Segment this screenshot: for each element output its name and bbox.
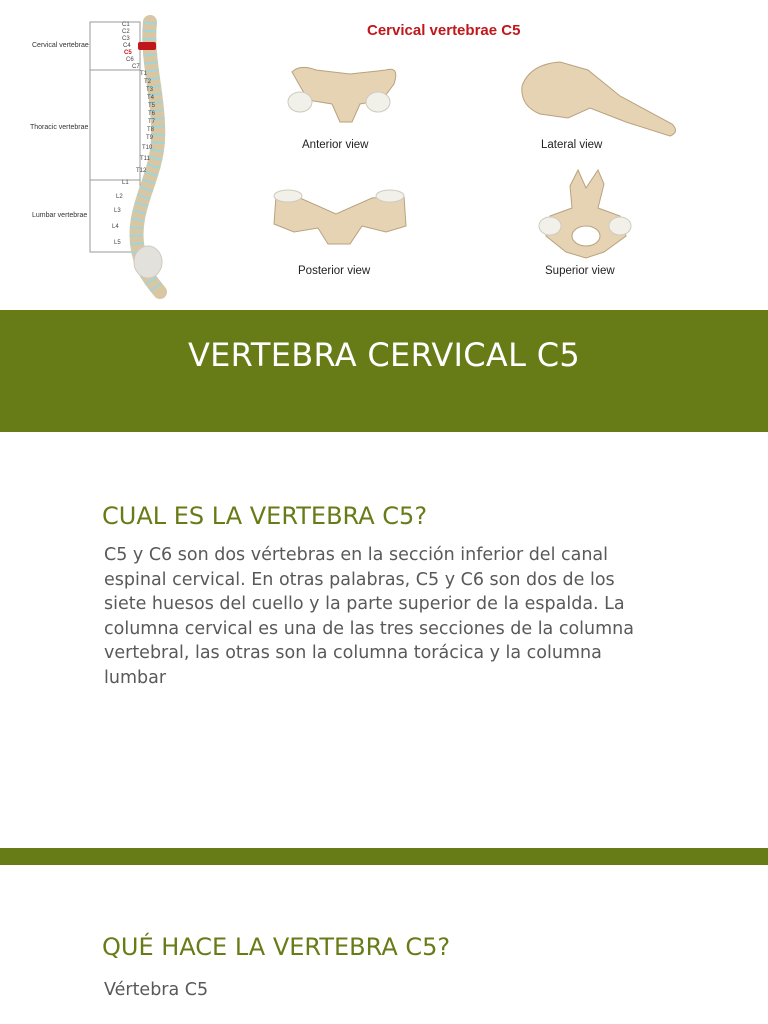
- body-line: lumbar: [104, 667, 167, 688]
- body-line: vertebral, las otras son la columna torácica y la columna: [104, 643, 602, 663]
- vertebra-label: L5: [114, 240, 121, 246]
- section2-body: [104, 978, 664, 1003]
- section1-heading: CUAL ES LA VERTEBRA C5?: [102, 502, 428, 530]
- divider-band: [0, 848, 768, 865]
- vertebra-label: C1: [122, 22, 130, 28]
- vertebra-label: C6: [126, 57, 134, 63]
- slide-title: VERTEBRA CERVICAL C5: [187, 336, 581, 374]
- vertebra-label: T8: [147, 127, 155, 133]
- vertebra-label: T6: [148, 111, 156, 117]
- vertebra-label: C2: [122, 29, 130, 35]
- vertebra-label: C5: [124, 50, 132, 56]
- vertebra-label: L3: [114, 208, 121, 214]
- cervical-label: Cervical vertebrae: [32, 42, 89, 49]
- body-line: Vértebra C5: [104, 980, 209, 1000]
- vertebra-label: T4: [147, 95, 155, 101]
- vertebra-label: T9: [146, 135, 154, 141]
- superior-view-caption: Superior view: [545, 265, 615, 277]
- lateral-view-caption: Lateral view: [541, 139, 603, 151]
- vertebrae-figure: [0, 0, 768, 310]
- posterior-view-image: [274, 190, 406, 244]
- vertebra-label: T11: [140, 156, 150, 162]
- vertebra-label: L1: [122, 180, 129, 186]
- vertebra-label: T5: [148, 103, 156, 109]
- vertebra-label: T1: [140, 71, 148, 77]
- body-line: columna cervical es una de las tres secciones de la columna: [104, 618, 634, 639]
- section1-body: [104, 543, 664, 690]
- figure-title: Cervical vertebrae C5: [367, 22, 521, 39]
- anterior-view-image: [288, 67, 396, 122]
- lateral-view-image: [522, 62, 676, 136]
- body-line: espinal cervical. En otras palabras, C5 y C6 son dos de los: [104, 569, 615, 590]
- anterior-view-caption: Anterior view: [302, 139, 369, 151]
- body-line: C5 y C6 son dos vértebras en la sección inferior del canal: [104, 545, 609, 565]
- vertebra-label: T7: [148, 119, 156, 125]
- spine-diagram: [0, 0, 768, 310]
- vertebra-label: T3: [146, 87, 154, 93]
- body-line: siete huesos del cuello y la parte superior de la espalda. La: [104, 594, 625, 614]
- vertebra-label: L2: [116, 194, 123, 200]
- posterior-view-caption: Posterior view: [298, 265, 371, 277]
- vertebra-label: T10: [142, 145, 153, 151]
- superior-view-image: [539, 170, 631, 258]
- section2-heading: QUÉ HACE LA VERTEBRA C5?: [102, 933, 451, 961]
- lumbar-label: Lumbar vertebrae: [32, 212, 88, 219]
- vertebra-label: C7: [132, 64, 140, 70]
- vertebra-label: C3: [122, 36, 130, 42]
- vertebra-label: T2: [144, 79, 152, 85]
- thoracic-label: Thoracic vertebrae: [30, 124, 89, 131]
- vertebra-label: T12: [136, 168, 147, 174]
- vertebra-label: C4: [123, 43, 131, 49]
- vertebra-label: L4: [112, 224, 119, 230]
